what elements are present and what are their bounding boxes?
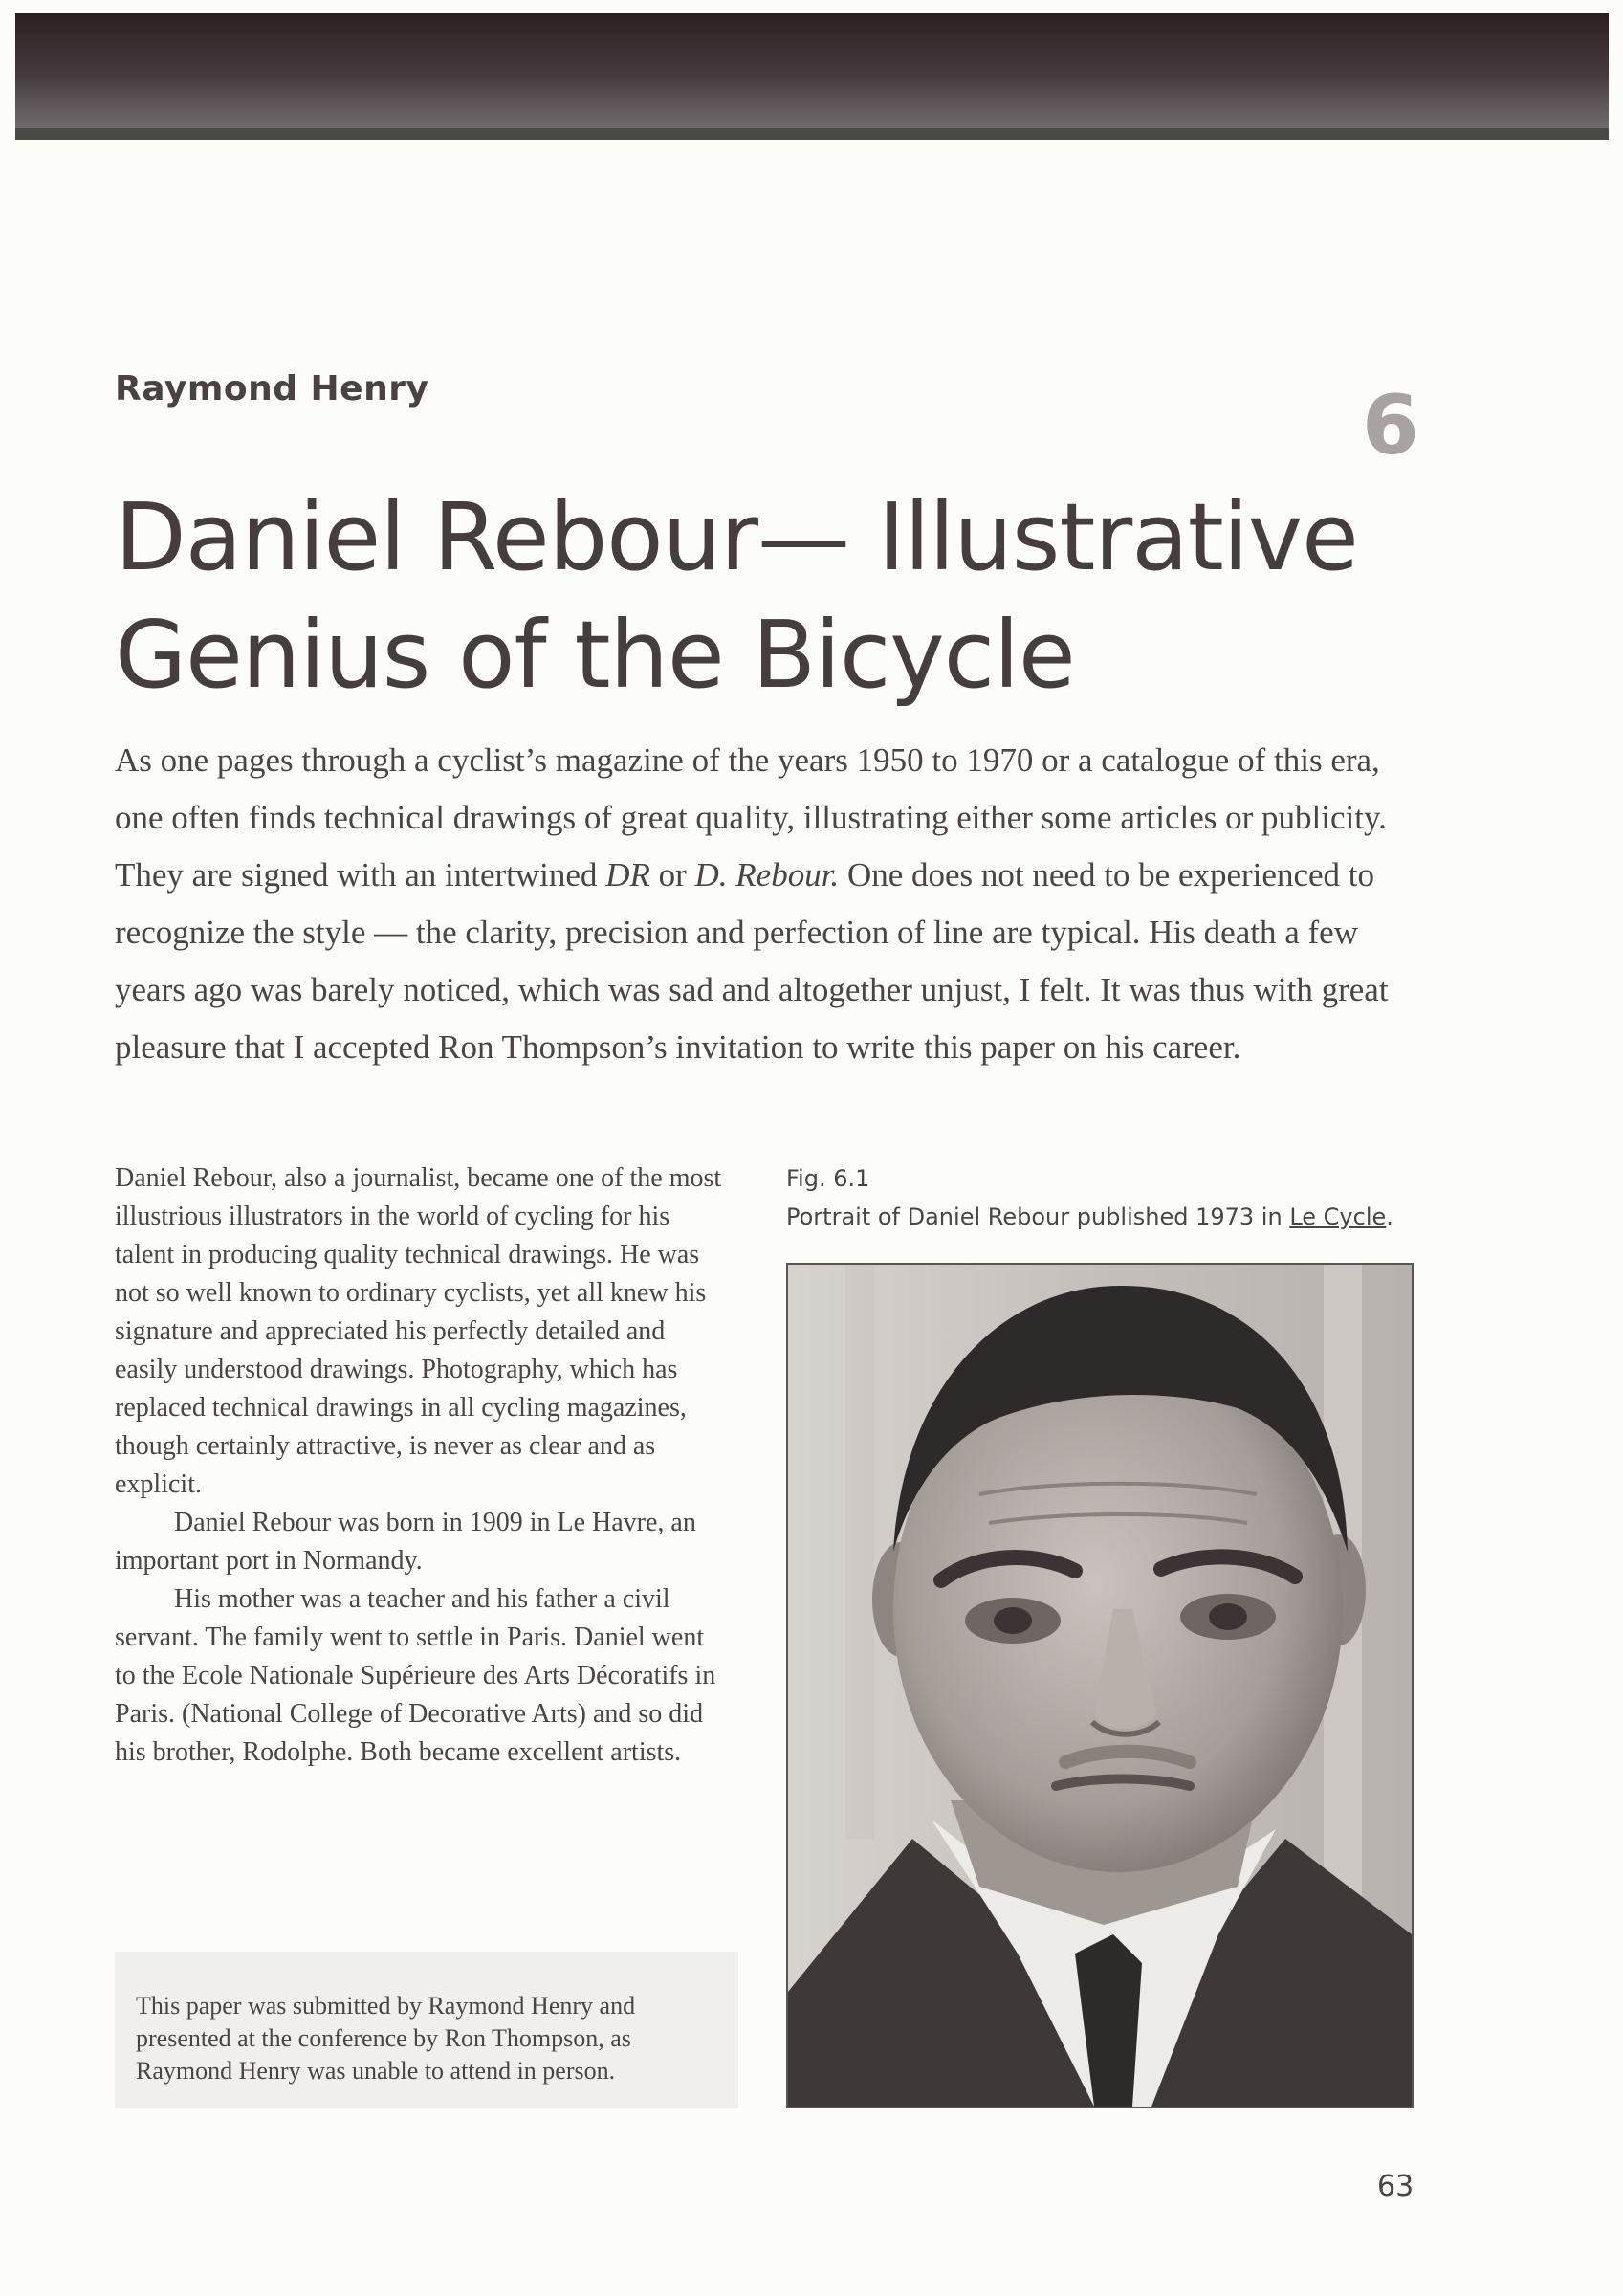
intro-paragraph [115, 732, 1415, 1076]
title-line-2: Genius of the Bicycle [115, 601, 1075, 709]
chapter-number: 6 [1362, 378, 1419, 474]
intro-emphasis-dr: DR [605, 856, 650, 894]
figure-caption [786, 1203, 1393, 1230]
portrait-illustration [788, 1265, 1412, 2107]
submission-note-box [115, 1952, 738, 2108]
body-column [115, 1159, 727, 1772]
author-name: Raymond Henry [115, 369, 429, 408]
figure-label: Fig. 6.1 [786, 1165, 870, 1192]
intro-text-1: As one pages through a cyclist’s magazine of the years 1950 to 1970 or a catalogue of this era, one often finds technical drawings of great quality, illustrating either some articles or publicity. They are signed with an intertwined [115, 741, 1387, 894]
intro-text-3: One does not need to be experienced to recognize the style — the clarity, precision and perfection of line are typical. His death a few years ago was barely noticed, which was sad and altogether unjust, I felt. It was thus with great pleasure that I accepted Ron Thompson’s invitation to write this paper on his career. [115, 856, 1389, 1066]
chapter-title [115, 478, 1435, 714]
figure-caption-text: Portrait of Daniel Rebour published 1973 in [786, 1203, 1290, 1230]
submission-note-text: This paper was submitted by Raymond Henry and presented at the conference by Ron Thompson, as Raymond Henry was unable to attend in person. [136, 1992, 636, 2085]
body-paragraph-1: Daniel Rebour, also a journalist, became one of the most illustrious illustrators in the world of cycling for his talent in producing quality technical drawings. He was not so well known to ordinary cyclists, yet all knew his signature and appreciated his perfectly detailed and easily understood drawings. Photography, which has replaced technical drawings in all cycling magazines, though certainly attractive, is never as clear and as explicit. [115, 1163, 722, 1499]
intro-emphasis-rebour: D. Rebour. [694, 856, 840, 894]
figure-caption-publication: Le Cycle [1289, 1203, 1387, 1230]
title-line-1: Daniel Rebour— Illustrative [115, 483, 1358, 591]
page-number: 63 [1377, 2170, 1415, 2203]
body-paragraph-2: Daniel Rebour was born in 1909 in Le Havre, an important port in Normandy. [115, 1508, 696, 1576]
body-paragraph-3: His mother was a teacher and his father a civil servant. The family went to settle in Paris. Daniel went to the Ecole Nationale Supérieure des Arts Décoratifs in Paris. (National College of Decorative Arts) and so did his brother, Rodolphe. Both became excellent artists. [115, 1584, 716, 1767]
book-edge-band [15, 13, 1609, 128]
portrait-photo [786, 1263, 1414, 2108]
figure-caption-end: . [1386, 1203, 1393, 1230]
book-edge-strip [15, 128, 1609, 140]
intro-text-2: or [649, 856, 695, 894]
